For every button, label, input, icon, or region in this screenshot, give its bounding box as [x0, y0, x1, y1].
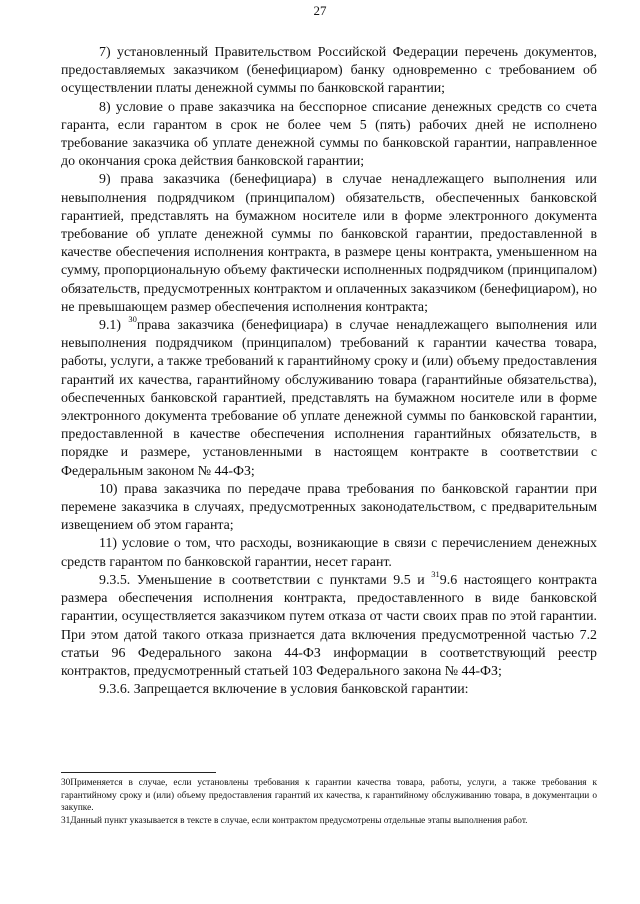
page-number: 27: [313, 3, 327, 18]
paragraph-9-3-6: 9.3.6. Запрещается включение в условия банковской гарантии:: [99, 682, 469, 698]
paragraph-item-9: 9) права заказчика (бенефициара) в случае ненадлежащего выполнения или невыполнения подрядчиком (принципалом) обязательств, обеспеченных банковской гарантией, представлять на бумажном носителе или в форме электронного документа требование об уплате денежной суммы по банковской гарантии, предоставленной в качестве обеспечения исполнения контракта, в размере цены контракта, уменьшенном на сумму, пропорциональную объему фактически исполненных подрядчиком (принципалом) обязательств, предусмотренных контрактом и оплаченных заказчиком (бенефициаром), но не превышающем размер обеспечения исполнения контракта;: [61, 172, 597, 315]
footnote-30: 30Применяется в случае, если установлены требования к гарантии качества товара, работы, услуги, а также требования к гарантийному сроку и (или) объему предоставления гарантий их качества, к гарантийному обслуживанию товара, в документации о закупке.: [61, 778, 597, 814]
paragraph-text-start: 9.3.5. Уменьшение в соответствии с пунктами 9.5 и: [99, 572, 432, 588]
footnote-divider: [61, 772, 216, 773]
paragraph-number: 9.1): [99, 318, 121, 334]
footnotes: [61, 777, 597, 827]
paragraph-item-8: 8) условие о праве заказчика на бесспорное списание денежных средств со счета гаранта, если гарантом в срок не более чем 5 (пять) рабочих дней не исполнено требование заказчика об уплате денежной суммы по банковской гарантии, направленное до окончания срока действия банковской гарантии;: [61, 99, 597, 170]
paragraph-9-3-5: [61, 569, 597, 681]
footnote-reference-31: 31: [431, 569, 440, 580]
footnote-reference-30: 30: [128, 314, 137, 325]
paragraph-text: права заказчика (бенефициара) в случае ненадлежащего выполнения или невыполнения подрядчиком (принципалом) требований к гарантии качества товара, работы, услуги, а также требований к гарантийному сроку и (или) объему предоставления гарантий их качества, гарантийному обслуживанию товара (гарантийные обязательства), обеспеченных банковской гарантией, представлять на бумажном носителе или в форме электронного документа требование об уплате денежной суммы по банковской гарантии, предоставленной в качестве обеспечения исполнения гарантийных обязательств, в порядке и размере, установленными в настоящем контракте в соответствии с Федеральным законом № 44-ФЗ;: [61, 318, 597, 479]
footnote-31: 31Данный пункт указывается в тексте в случае, если контрактом предусмотрены отдельные этапы выполнения работ.: [61, 815, 528, 826]
paragraph-item-11: 11) условие о том, что расходы, возникающие в связи с перечислением денежных средств гарантом по банковской гарантии, несет гарант.: [61, 536, 597, 570]
paragraph-item-7: 7) установленный Правительством Российской Федерации перечень документов, предоставляемых заказчиком (бенефициаром) банку одновременно с требованием об осуществлении платы денежной суммы по банковской гарантии;: [61, 45, 597, 97]
paragraph-text-end: 9.6 настоящего контракта размера обеспечения исполнения контракта, предоставленного в виде банковской гарантии, осуществляется заказчиком путем отказа от части своих прав по этой гарантии. При этом датой такого отказа признается дата включения предусмотренной частью 7.2 статьи 96 Федерального закона 44-ФЗ информации в соответствующий реестр контрактов, предусмотренный статьей 103 Федерального закона № 44-ФЗ;: [61, 572, 597, 679]
paragraph-item-9-1: [61, 314, 597, 481]
paragraph-item-10: 10) права заказчика по передаче права требования по банковской гарантии при перемене заказчика в случаях, предусмотренных законодательством, с предварительным извещением об этом гаранта;: [61, 481, 597, 534]
document-body: [61, 44, 597, 699]
